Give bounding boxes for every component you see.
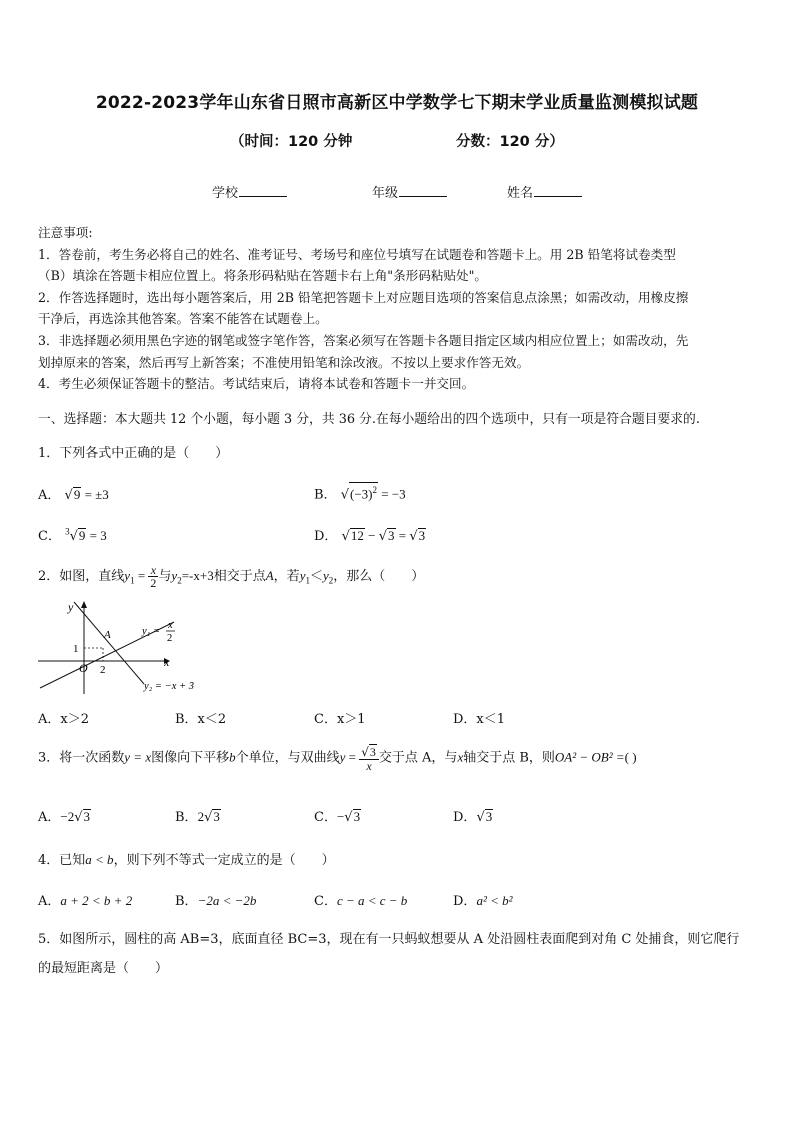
line-y2-label: y₂ = −x + 3 xyxy=(144,681,194,692)
option-label: A． xyxy=(38,894,61,909)
tick-x-label: 2 xyxy=(100,664,106,676)
q1-option-d: D． √12 − √3 = √3 xyxy=(314,528,426,544)
q1-option-c: C． $^3$√9 = 3 xyxy=(38,526,107,544)
point-a-label: A xyxy=(104,629,111,641)
q3-text: 3．将一次函数 xyxy=(38,750,125,766)
option-label: D． xyxy=(314,529,338,544)
q2-text: ，那么（ ） xyxy=(333,569,425,584)
q3-stem: 3．将一次函数y = x图像向下平移b个单位，与双曲线y = $\frac{√3}{x}$ 交于点 A，与x轴交于点 B，则OA² − OB² =( ) xyxy=(38,745,637,773)
option-label: A． xyxy=(38,488,61,503)
option-label: C． xyxy=(38,529,61,544)
line-y1-frac-n: x xyxy=(168,620,173,631)
q3-option-b: B．2√3 xyxy=(175,809,220,825)
notes-item: 1．答卷前，考生务必将自己的姓名、准考证号、考场号和座位号填写在试题卷和答题卡上。用 2B 铅笔将试卷类型 xyxy=(38,246,676,262)
q4-text: 4．已知 xyxy=(38,853,86,868)
section-heading: 一、选择题：本大题共 12 个小题，每小题 3 分，共 36 分.在每小题给出的四个选项中，只有一项是符合题目要求的. xyxy=(38,412,700,427)
exam-score: 分数：120 分） xyxy=(456,134,564,150)
option-label: A． xyxy=(38,810,61,825)
y-axis-label: y xyxy=(68,600,74,614)
y-axis-arrow xyxy=(81,601,87,608)
notes-item: 3．非选择题必须用黑色字迹的钢笔或签字笔作答，答案必须写在答题卡各题目指定区域内相应位置上；如需改动，先 xyxy=(38,332,689,348)
q2-graph xyxy=(36,598,216,696)
q1-option-b: B． $√(-3)^2 = -3$ xyxy=(314,482,406,502)
q3-text: ( ) xyxy=(624,749,637,765)
q3-x: x xyxy=(457,749,464,765)
notes-item: 4．考生必须保证答题卡的整洁。考试结束后，请将本试卷和答题卡一并交回。 xyxy=(38,376,475,392)
q4-stem xyxy=(38,849,335,868)
notes-item: 划掉原来的答案，然后再写上新答案；不准使用铅笔和涂改液。不按以上要求作答无效。 xyxy=(38,354,530,370)
name-label: 姓名 xyxy=(507,186,534,201)
q3-text: 图像向下平移 xyxy=(151,750,230,766)
q2-option-c: C．x＞1 xyxy=(314,712,366,727)
option-label: D． xyxy=(453,894,477,909)
option-label: D． xyxy=(453,810,477,825)
grade-blank xyxy=(399,184,447,197)
q2-text: ，若 xyxy=(273,569,300,584)
exam-title: 2022-2023学年山东省日照市高新区中学数学七下期末学业质量监测模拟试题 xyxy=(95,93,699,113)
q3-func: y = x xyxy=(124,749,152,765)
option-label: C． xyxy=(314,894,337,909)
q4-a-expr: a + 2 < b + 2 xyxy=(60,893,133,908)
q4-d-expr: a² < b² xyxy=(476,893,513,908)
q5-line1: 5．如图所示，圆柱的高 AB=3，底面直径 BC=3，现在有一只蚂蚁想要从 A 处沿圆柱表面爬到对角 C 处捕食，则它爬行 xyxy=(38,932,740,947)
option-label: C． xyxy=(314,810,337,825)
option-label: B． xyxy=(175,810,198,825)
option-label: B． xyxy=(314,487,337,503)
q2-stem: 2．如图，直线$y_1$ = $\frac{x}{2}$ 与$y_2=-x+3$相交于点A，若$y_1<y_2$，那么（ ） xyxy=(38,563,425,590)
q2-line2-expr: =-x+3 xyxy=(181,568,214,583)
q3-text: 个单位，与双曲线 xyxy=(235,750,340,766)
q4-option-a xyxy=(38,890,132,909)
exam-time: （时间：120 分钟 xyxy=(230,134,353,150)
school-label: 学校 xyxy=(212,186,239,201)
notes-item: 干净后，再选涂其他答案。答案不能答在试题卷上。 xyxy=(38,311,328,327)
notes-item: 2．作答选择题时，选出每小题答案后，用 2B 铅笔把答题卡上对应题目选项的答案信息点涂黑；如需改动，用橡皮擦 xyxy=(38,289,689,305)
q4-c-expr: c − a < c − b xyxy=(336,893,408,908)
x-axis-label: x xyxy=(164,655,170,669)
q1-stem: 1．下列各式中正确的是（ ） xyxy=(38,446,229,461)
q3-text: 轴交于点 B，则 xyxy=(463,750,555,766)
q2-option-d: D．x＜1 xyxy=(453,712,506,727)
tick-y-label: 1 xyxy=(73,643,79,655)
q4-b-expr: −2a < −2b xyxy=(197,893,257,908)
q3-b: b xyxy=(229,749,236,765)
q5-line2: 的最短距离是（ ） xyxy=(38,961,169,976)
q4-cond: a < b xyxy=(85,852,114,867)
notes-item: （B）填涂在答题卡相应位置上。将条形码粘贴在答题卡右上角"条形码粘贴处"。 xyxy=(38,268,488,284)
q4-option-b xyxy=(175,890,256,909)
q2-text: 与 xyxy=(158,569,172,584)
q2-text: 2．如图，直线 xyxy=(38,569,125,584)
origin-label: O xyxy=(79,661,88,675)
school-blank xyxy=(239,184,287,197)
q4-option-c xyxy=(314,890,407,909)
q3-text: 交于点 A，与 xyxy=(378,750,458,766)
grade-field xyxy=(372,182,447,201)
line-y1-label: y₁ = xyxy=(142,626,161,637)
q2-point: A xyxy=(265,568,274,583)
q3-option-c: C．−√3 xyxy=(314,809,361,825)
q2-text: 相交于点 xyxy=(213,569,266,584)
notes-heading: 注意事项: xyxy=(38,225,93,240)
q3-option-d: D．√3 xyxy=(453,809,493,825)
line-y1-frac-d: 2 xyxy=(167,633,173,644)
school-field xyxy=(212,182,287,201)
q4-option-d xyxy=(453,890,513,909)
q2-option-a: A．x＞2 xyxy=(38,712,89,727)
q3-option-a: A．−2√3 xyxy=(38,809,91,825)
grade-label: 年级 xyxy=(372,186,399,201)
name-field xyxy=(507,182,582,201)
option-label: B． xyxy=(175,894,198,909)
q3-expr: OA² − OB² = xyxy=(554,749,625,765)
q1-option-a: A． √9 = ±3 xyxy=(38,487,109,503)
q2-option-b: B．x＜2 xyxy=(175,712,227,727)
name-blank xyxy=(534,184,582,197)
q4-text: ，则下列不等式一定成立的是（ ） xyxy=(113,853,335,868)
notes-block xyxy=(38,222,760,395)
